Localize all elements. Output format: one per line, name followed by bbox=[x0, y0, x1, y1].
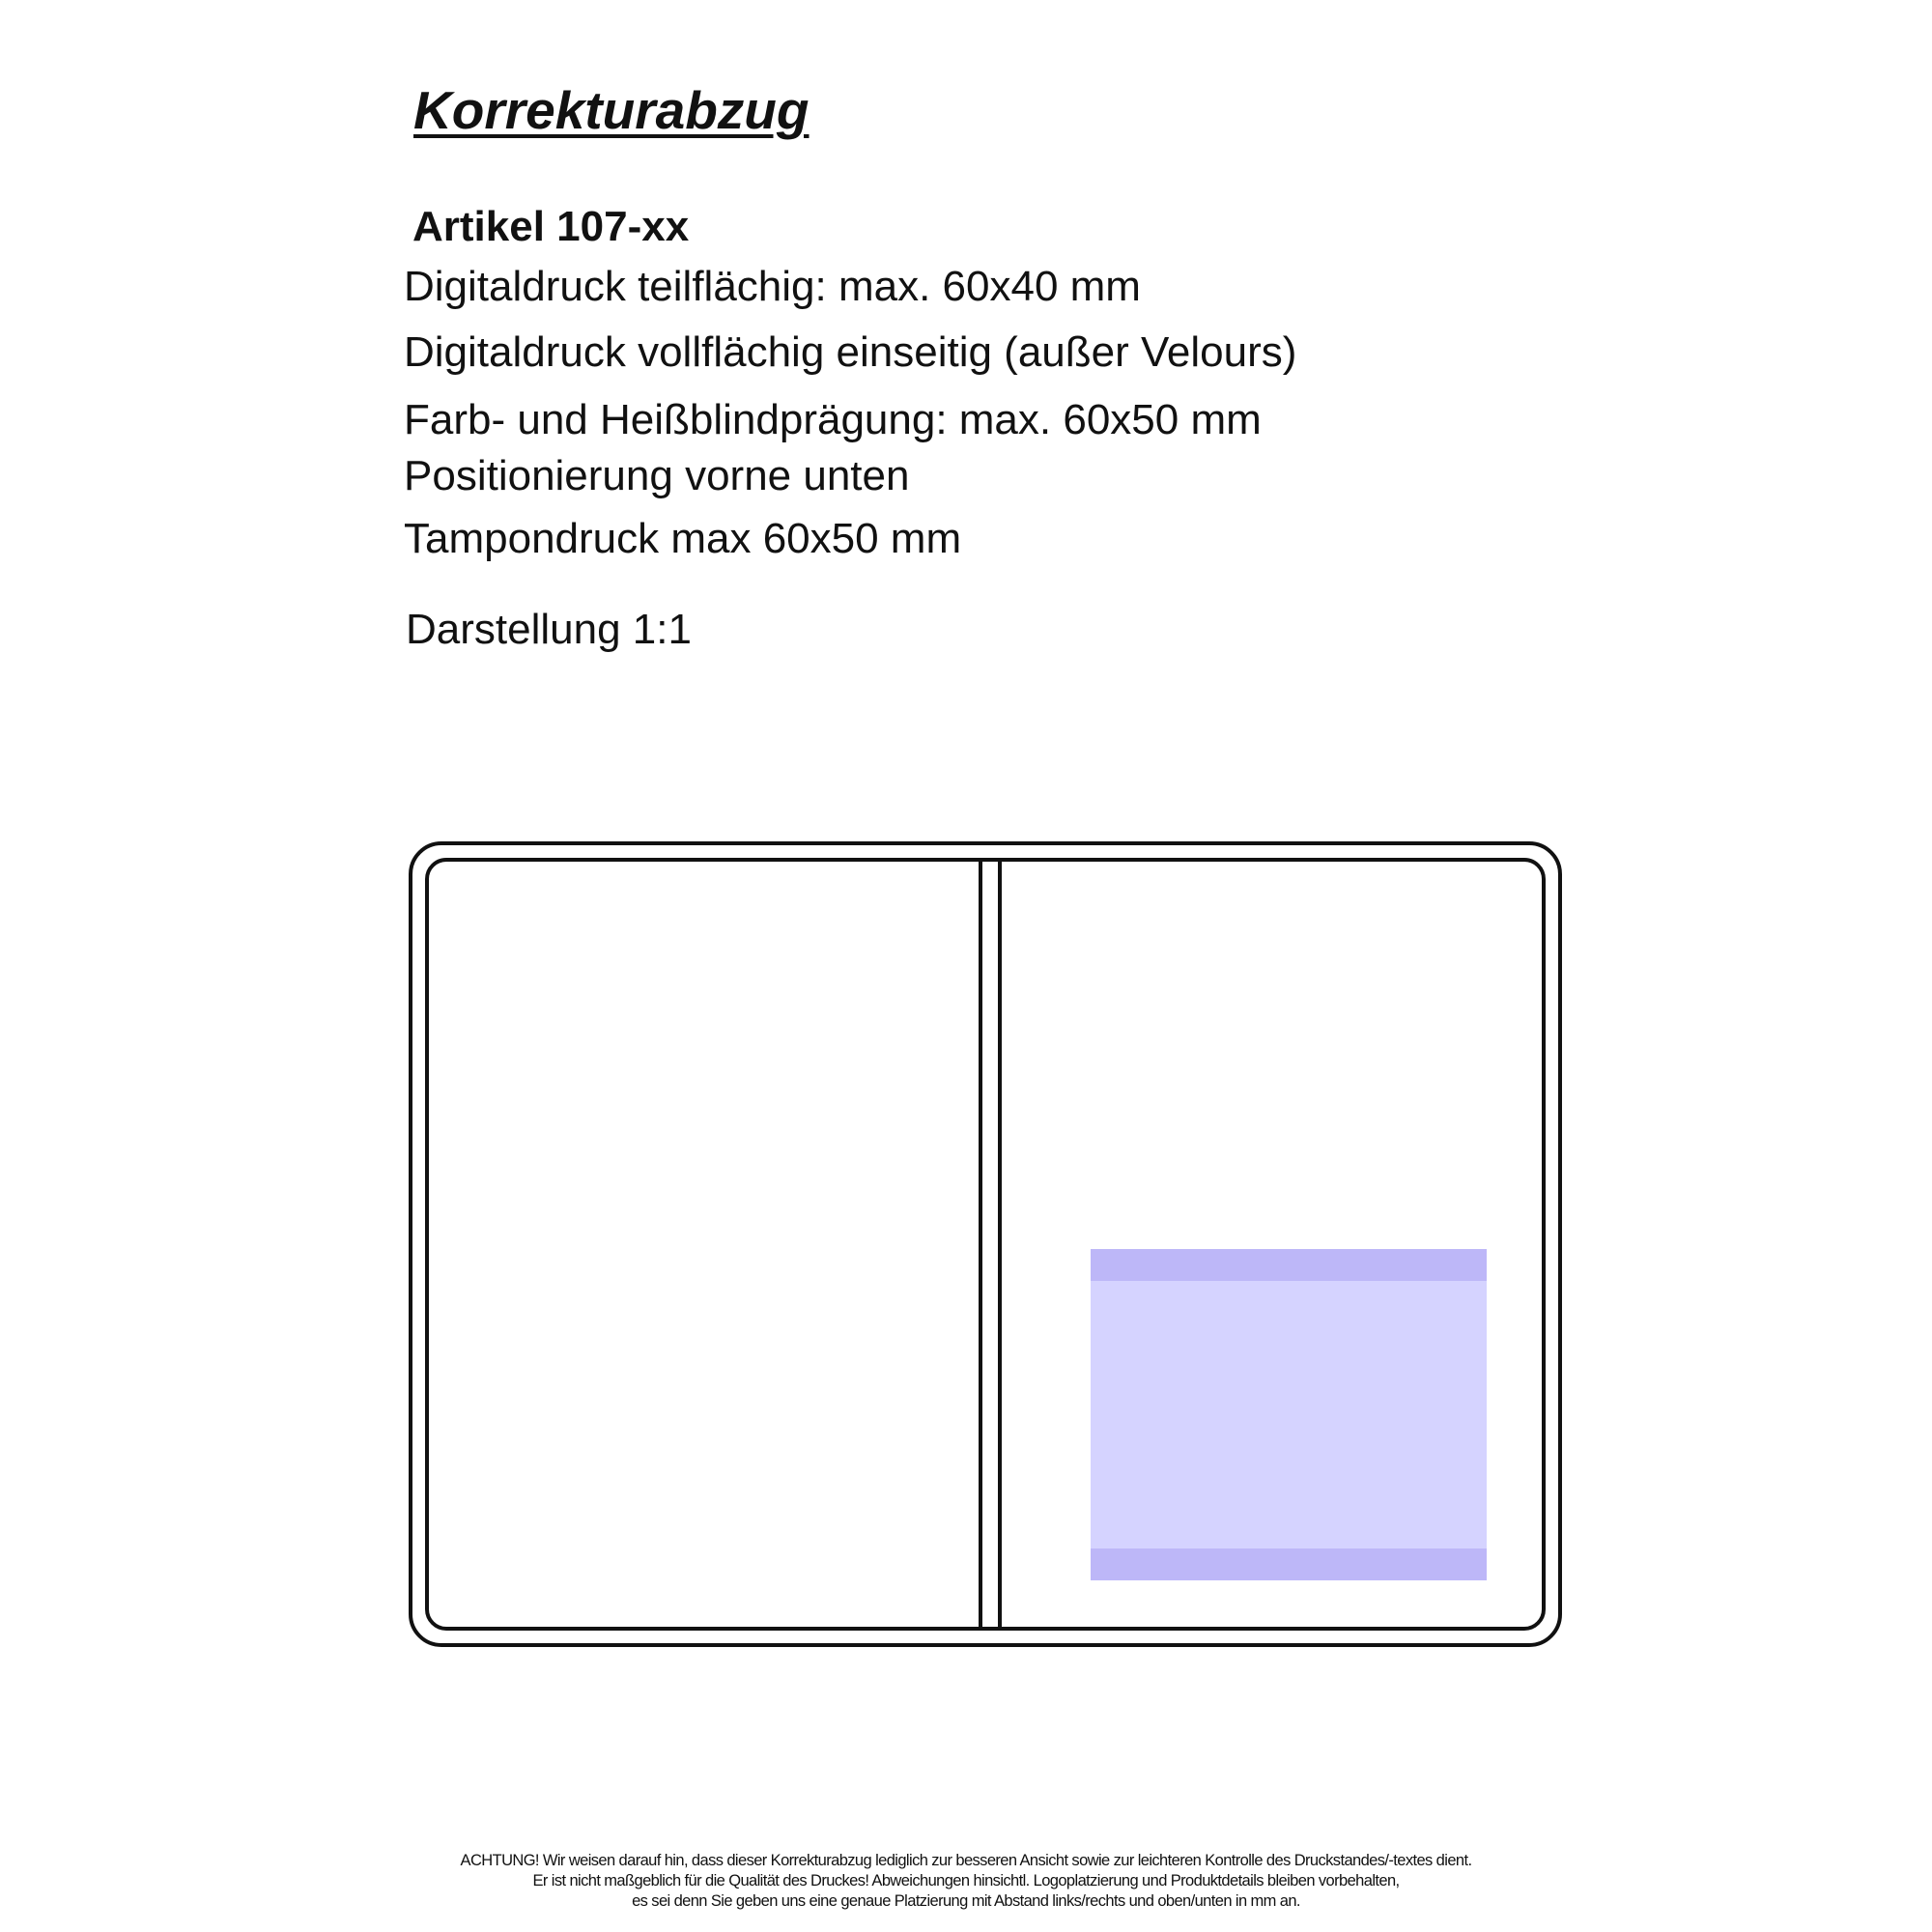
spec-partial-digital-print: Digitaldruck teilflächig: max. 60x40 mm bbox=[404, 263, 1141, 310]
spec-full-digital-print: Digitaldruck vollflächig einseitig (außer Velours) bbox=[404, 328, 1297, 376]
document-title: Korrekturabzug bbox=[413, 80, 810, 140]
disclaimer-line: Er ist nicht maßgeblich für die Qualität des Druckes! Abweichungen hinsichtl. Logoplatzierung und Produktdetails bleiben vorbehalten, bbox=[532, 1872, 1400, 1889]
print-area bbox=[1091, 1249, 1487, 1580]
disclaimer-line: ACHTUNG! Wir weisen darauf hin, dass dieser Korrekturabzug lediglich zur besseren Ansicht sowie zur leichteren Kontrolle des Druckstandes/-textes dient. bbox=[460, 1852, 1472, 1869]
scale-note: Darstellung 1:1 bbox=[406, 606, 692, 653]
disclaimer bbox=[0, 1851, 1932, 1912]
spec-embossing: Farb- und Heißblindprägung: max. 60x50 mm bbox=[404, 396, 1262, 443]
article-number: Artikel 107-xx bbox=[412, 203, 690, 250]
product-outline-diagram bbox=[406, 838, 1565, 1650]
disclaimer-line: es sei denn Sie geben uns eine genaue Platzierung mit Abstand links/rechts und oben/unten in mm an. bbox=[632, 1892, 1300, 1910]
print-area-band-bottom bbox=[1091, 1548, 1487, 1580]
print-area-band-top bbox=[1091, 1249, 1487, 1281]
spec-positioning: Positionierung vorne unten bbox=[404, 452, 910, 499]
spec-pad-print: Tampondruck max 60x50 mm bbox=[404, 515, 962, 562]
